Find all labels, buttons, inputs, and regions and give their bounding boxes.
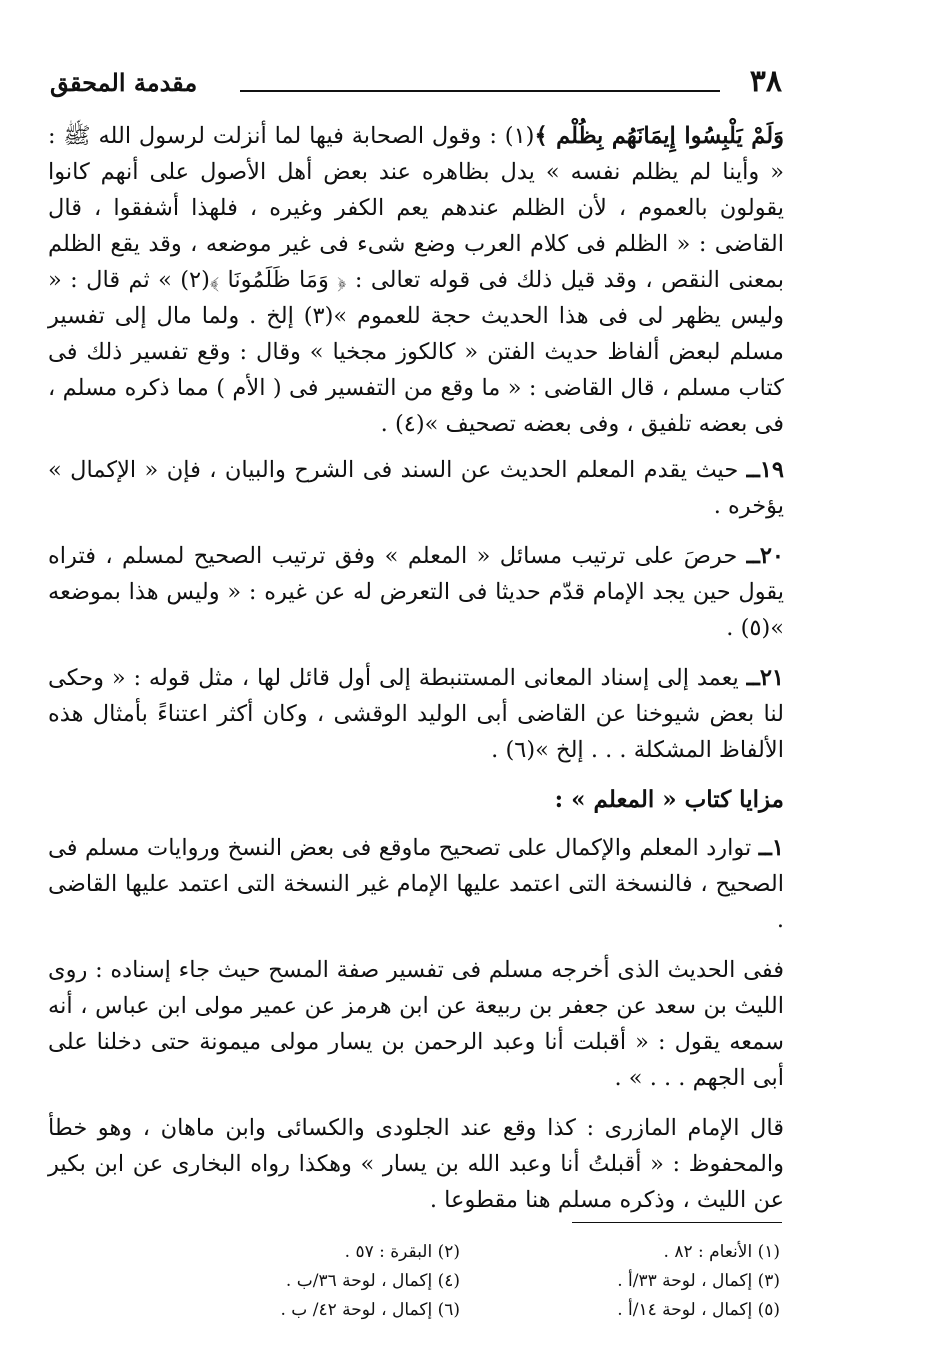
paragraph-item-19 [48,452,784,524]
paragraph-example [48,952,784,1096]
paragraph-text: توارد المعلم والإكمال على تصحيح ماوقع فى بعض النسخ وروايات مسلم فى الصحيح ، فالنسخة التى اعتمد عليها الإمام غير النسخة التى اعتمد عليها القاضى . [48,835,784,933]
page-header [50,62,782,102]
footnotes [160,1238,780,1325]
item-number: ١٩ــ [746,457,784,483]
paragraph-text: حرصَ على ترتيب مسائل « المعلم » وفق ترتيب الصحيح لمسلم ، فتراه يقول حين يجد الإمام قدّم حديثا فى التعرض له عن غيره : « وليس هذا بموضعه »(٥) . [48,543,784,641]
paragraph-text: (١) : وقول الصحابة فيها لما أنزلت لرسول الله ﷺ : « وأينا لم يظلم نفسه » يدل بظاهره عند بعض أهل الأصول على أنهم كانوا يقولون بالعموم ، لأن الظلم عندهم يعم الكفر وغيره ، فلهذا أشفقوا ، قال القاضى : « الظلم فى كلام العرب وضع شىء فى غير موضعه ، وقد يقع الظلم بمعنى النقص ، وقد قيل ذلك فى قوله تعالى : ﴿ وَمَا ظَلَمُونَا ﴾(٢) » ثم قال : « وليس يظهر لى فى هذا الحديث حجة للعموم »(٣) إلخ . ولما مال إلى تفسير مسلم لبعض ألفاظ حديث الفتن « كالكوز مجخيا » وقال : وقع تفسير ذلك فى كتاب مسلم ، قال القاضى : « ما وقع من التفسير فى ( الأم ) مما ذكره مسلم ، فى بعضه تلفيق ، وفى بعضه تصحيف »(٤) . [48,123,784,437]
footnote-row [160,1238,780,1267]
paragraph-item-20 [48,538,784,646]
paragraph-text: حيث يقدم المعلم الحديث عن السند فى الشرح والبيان ، فإن « الإكمال » يؤخره . [48,457,784,519]
paragraph-text: يعمد إلى إسناد المعانى المستنبطة إلى أول قائل لها ، مثل قوله : « وحكى لنا بعض شيوخنا عن القاضى أبى الوليد الوقشى ، وكان أكثر اعتناءً بأمثال هذه الألفاظ المشكلة . . . إلخ »(٦) . [48,665,784,763]
footnote-4: (٤) إكمال ، لوحة ٣٦/ب . [285,1271,460,1291]
paragraph-text: قال الإمام المازرى : كذا وقع عند الجلودى والكسائى وابن ماهان ، وهو خطأ والمحفوظ : « أقبلتُ أنا وعبد الله بن يسار » وهكذا رواه البخارى عن ابن بكير عن الليث ، وذكره مسلم هنا مقطوعا . [48,1115,784,1213]
page-number: ٣٨ [749,64,782,99]
footnote-row [160,1296,780,1325]
footnote-rule [572,1222,782,1223]
footnote-row [160,1267,780,1296]
item-number: ٢١ــ [746,665,784,691]
running-title: مقدمة المحقق [50,68,198,97]
header-rule [240,90,720,92]
quran-verse: وَلَمْ يَلْبِسُوا إِيمَانَهُم بِظُلْم ﴾ [534,123,784,149]
footnote-5: (٥) إكمال ، لوحة ١٤/أ . [617,1300,780,1320]
item-number: ١ــ [758,835,784,861]
paragraph-text: ففى الحديث الذى أخرجه مسلم فى تفسير صفة المسح حيث جاء إسناده : روى الليث بن سعد عن جعفر بن ربيعة عن ابن هرمز عن عمير مولى ابن عباس ، أنه سمعه يقول : « أقبلت أنا وعبد الرحمن بن يسار مولى ميمونة حتى دخلنا على أبى الجهم . . . » . [48,957,784,1091]
paragraph-intro [48,118,784,442]
item-number: ٢٠ــ [746,543,784,569]
section-heading: مزايا كتاب « المعلم » : [554,786,784,813]
paragraph-merit-1 [48,830,784,938]
paragraph-item-21 [48,660,784,768]
footnote-3: (٣) إكمال ، لوحة ٣٣/أ . [617,1271,780,1291]
footnote-1: (١) الأنعام : ٨٢ . [663,1242,780,1262]
footnote-2: (٢) البقرة : ٥٧ . [344,1242,460,1262]
body-text [48,118,784,1232]
footnote-6: (٦) إكمال ، لوحة ٤٢/ ب . [280,1300,460,1320]
paragraph-mazari [48,1110,784,1218]
